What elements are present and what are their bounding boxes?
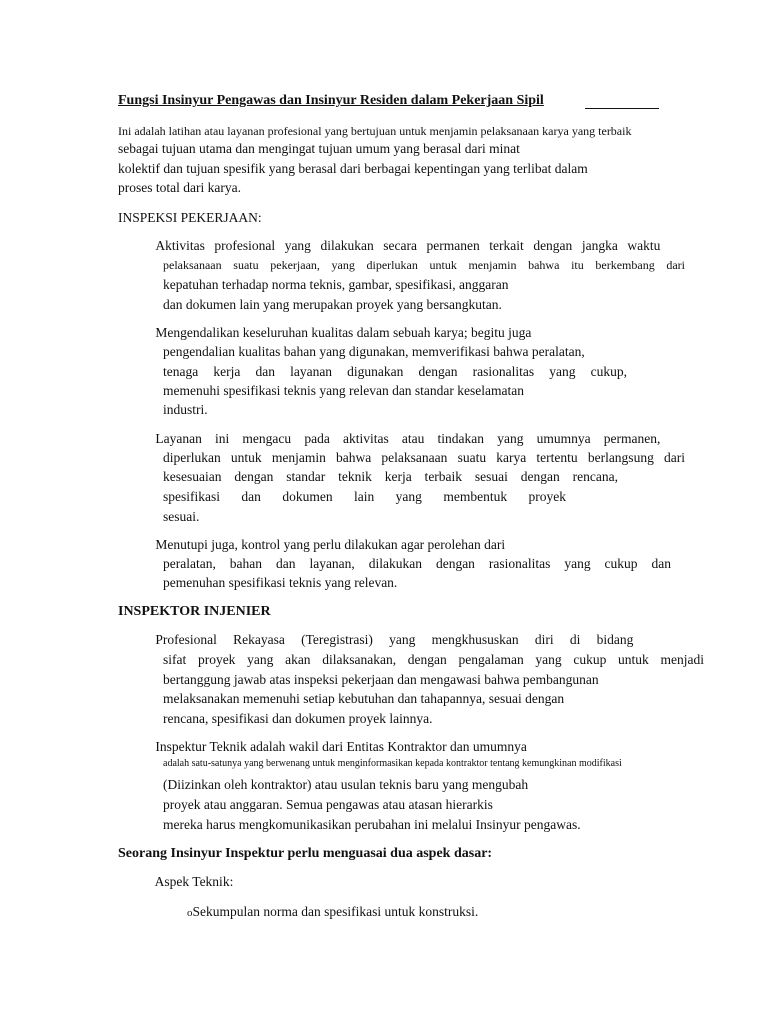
bullet-item-line: tenaga kerja dan layanan digunakan dengan rasionalitas yang cukup,: [163, 364, 627, 379]
bullet-item-line: diperlukan untuk menjamin bahwa pelaksanaan suatu karya tertentu berlangsung dari: [163, 450, 685, 465]
bullet-item-first-line: [142, 237, 659, 255]
bullet-text: Layanan ini mengacu pada aktivitas atau tindakan yang umumnya permanen,: [155, 431, 661, 446]
bullet-item-line: sesuai.: [163, 509, 200, 524]
bullet-item-line: sifat proyek yang akan dilaksanakan, dengan pengalaman yang cukup untuk menjadi: [163, 652, 704, 667]
bullet-item-line: proyek atau anggaran. Semua pengawas atau atasan hierarkis: [163, 797, 493, 812]
bullet-item-line: (Diizinkan oleh kontraktor) atau usulan teknis baru yang mengubah: [163, 777, 529, 792]
sub-bullet-text: Sekumpulan norma dan spesifikasi untuk konstruksi.: [192, 904, 479, 919]
intro-line: Ini adalah latihan atau layanan profesional yang bertujuan untuk menjamin pelaksanaan karya yang terbaik: [118, 124, 632, 138]
bullet-text: Profesional Rekayasa (Teregistrasi) yang mengkhususkan diri di bidang: [155, 632, 634, 647]
intro-line: proses total dari karya.: [118, 180, 241, 195]
bullet-item-line: pemenuhan spesifikasi teknis yang relevan.: [163, 575, 398, 590]
bullet-text: Mengendalikan keseluruhan kualitas dalam sebuah karya; begitu juga: [155, 325, 532, 340]
bullet-item-line: pelaksanaan suatu pekerjaan, yang diperlukan untuk menjamin bahwa itu berkembang dari: [163, 258, 685, 272]
bullet-text: Aspek Teknik:: [154, 874, 234, 889]
bullet-icon: [142, 537, 152, 549]
bullet-item-line: memenuhi spesifikasi teknis yang relevan dan standar keselamatan: [163, 383, 525, 398]
section-heading-inspektor: INSPEKTOR INJENIER: [118, 604, 271, 619]
bullet-item-line: mereka harus mengkomunikasikan perubahan ini melalui Insinyur pengawas.: [163, 817, 581, 832]
section-heading-inspeksi: INSPEKSI PEKERJAAN:: [118, 210, 262, 225]
bullet-icon: [142, 632, 152, 644]
bullet-item-line: melaksanakan memenuhi setiap kebutuhan dan tahapannya, sesuai dengan: [163, 691, 565, 706]
bullet-item-line: bertanggung jawab atas inspeksi pekerjaan dan mengawasi bahwa pembangunan: [163, 672, 599, 687]
bullet-item-line: peralatan, bahan dan layanan, dilakukan dengan rasionalitas yang cukup dan: [163, 556, 671, 571]
bullet-item-line: spesifikasi dan dokumen lain yang membentuk proyek: [163, 489, 566, 504]
title-underline: [585, 108, 659, 109]
bullet-icon: [142, 431, 152, 443]
bullet-text: Inspektur Teknik adalah wakil dari Entitas Kontraktor dan umumnya: [155, 739, 527, 754]
bullet-icon: [142, 325, 152, 337]
bullet-item-line: kesesuaian dengan standar teknik kerja terbaik sesuai dengan rencana,: [163, 469, 618, 484]
bullet-item-first-line: [142, 430, 660, 448]
bullet-item-line: dan dokumen lain yang merupakan proyek yang bersangkutan.: [163, 297, 502, 312]
bullet-item-first-line: [142, 631, 633, 649]
bullet-text: Aktivitas profesional yang dilakukan secara permanen terkait dengan jangka waktu: [155, 238, 661, 253]
intro-line: sebagai tujuan utama dan mengingat tujuan umum yang berasal dari minat: [118, 141, 520, 156]
bullet-item-line: kepatuhan terhadap norma teknis, gambar, spesifikasi, anggaran: [163, 277, 509, 292]
bullet-icon: [142, 874, 152, 886]
bullet-text: Menutupi juga, kontrol yang perlu dilakukan agar perolehan dari: [155, 537, 506, 552]
bullet-item-line-small: adalah satu-satunya yang berwenang untuk menginformasikan kepada kontraktor tentang kemungkinan modifikasi: [163, 758, 622, 769]
bullet-icon: [142, 739, 152, 751]
section-heading-aspek: Seorang Insinyur Inspektur perlu menguasai dua aspek dasar:: [118, 846, 493, 861]
intro-line: kolektif dan tujuan spesifik yang berasal dari berbagai kepentingan yang terlibat dalam: [118, 161, 588, 176]
bullet-item-line: pengendalian kualitas bahan yang digunakan, memverifikasi bahwa peralatan,: [163, 344, 585, 359]
page-title: Fungsi Insinyur Pengawas dan Insinyur Residen dalam Pekerjaan Sipil: [118, 93, 544, 108]
bullet-item-first-line: [142, 324, 531, 342]
bullet-item-line: rencana, spesifikasi dan dokumen proyek lainnya.: [163, 711, 433, 726]
bullet-item-first-line: [142, 738, 527, 756]
bullet-icon: [142, 238, 152, 250]
sub-bullet-item: [187, 903, 478, 922]
bullet-item-line: industri.: [163, 402, 208, 417]
circle-bullet-icon: o: [187, 907, 193, 919]
bullet-item-first-line: [142, 536, 505, 554]
bullet-item-first-line: [142, 873, 233, 891]
